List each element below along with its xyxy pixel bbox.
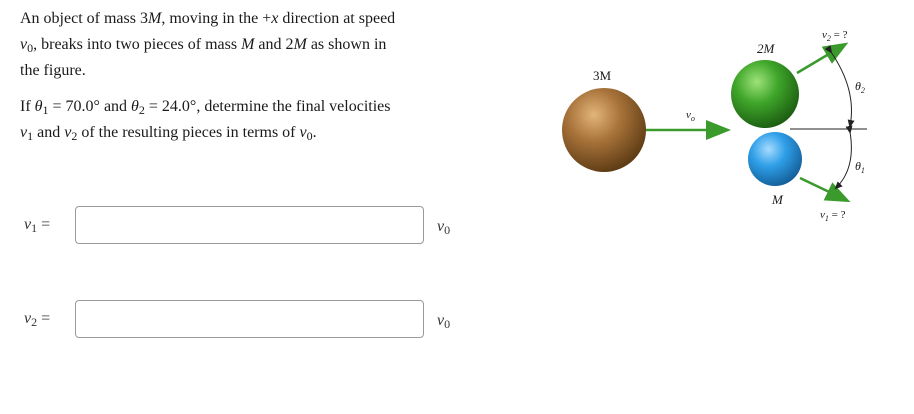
- problem-text: , breaks into two pieces of mass: [33, 35, 242, 53]
- label-var: v: [24, 310, 32, 327]
- problem-var: x: [271, 10, 279, 27]
- label-v1: $v_1$ = ?: [820, 209, 846, 223]
- problem-sub: 2: [138, 102, 145, 117]
- problem-intro: [20, 6, 460, 84]
- problem-text: and: [33, 124, 65, 141]
- label-var: v: [24, 216, 32, 233]
- theta1-arc: [836, 132, 851, 188]
- v2-arrow: [797, 45, 844, 73]
- collision-figure: [552, 18, 882, 238]
- label-theta2: $\theta_2$: [855, 79, 865, 95]
- problem-var: M: [147, 10, 162, 27]
- problem-text: the figure.: [20, 62, 86, 79]
- problem-var: v: [20, 124, 28, 141]
- problem-var: θ: [34, 97, 43, 115]
- label-2m: 2M: [757, 41, 775, 56]
- label-sub: 2: [31, 315, 38, 329]
- label-eq: =: [41, 216, 51, 233]
- problem-var: θ: [131, 97, 139, 115]
- problem-sub: 1: [42, 102, 49, 117]
- problem-text: of the resulting pieces in terms of: [77, 124, 300, 141]
- problem-text: direction at speed: [278, 10, 396, 27]
- label-v0: $v_o$: [686, 109, 695, 123]
- problem-text: and 2: [254, 35, 294, 53]
- problem-text: An object of mass 3: [20, 10, 148, 27]
- label-eq: =: [41, 310, 51, 327]
- unit-sub: 0: [444, 317, 451, 331]
- label-sub: 1: [31, 221, 38, 235]
- problem-sub: 1: [27, 129, 34, 143]
- problem-question: [20, 94, 460, 147]
- green-ball-2m: [731, 60, 799, 128]
- collision-diagram: [552, 18, 882, 238]
- problem-text: = 24.0°, determine the final velocities: [144, 97, 391, 115]
- problem-var: v: [20, 35, 28, 53]
- problem-var: M: [241, 35, 255, 53]
- problem-var: v: [64, 124, 72, 141]
- unit-var: v: [437, 218, 445, 235]
- problem-text: .: [312, 124, 317, 141]
- unit-sub: 0: [444, 223, 451, 237]
- label-v2: $v_2$ = ?: [822, 29, 848, 43]
- problem-sub: 2: [71, 129, 78, 143]
- v2-unit: [437, 312, 450, 330]
- unit-var: v: [437, 312, 445, 329]
- problem-text: as shown in: [306, 35, 387, 53]
- label-m: M: [772, 192, 783, 207]
- v1-unit: [437, 218, 450, 236]
- problem-text: , moving in the +: [161, 10, 272, 27]
- problem-text: = 70.0° and: [48, 97, 132, 115]
- v1-label: [24, 216, 50, 234]
- v1-answer-input[interactable]: [75, 206, 424, 244]
- answer-row-v2: [0, 300, 480, 340]
- problem-var: M: [293, 35, 307, 53]
- theta2-arc: [831, 52, 851, 126]
- answer-row-v1: [0, 206, 480, 246]
- blue-ball-m: [748, 132, 802, 186]
- v2-label: [24, 310, 50, 328]
- v2-answer-input[interactable]: [75, 300, 424, 338]
- problem-sub: 0: [306, 129, 313, 143]
- label-theta1: $\theta_1$: [855, 159, 865, 175]
- problem-text: If: [20, 97, 35, 115]
- big-ball-3m: [562, 88, 646, 172]
- problem-sub: 0: [27, 40, 34, 55]
- problem-var: v: [299, 124, 307, 141]
- label-3m: 3M: [593, 68, 612, 83]
- problem-statement: [20, 6, 460, 147]
- v1-arrow: [800, 178, 846, 200]
